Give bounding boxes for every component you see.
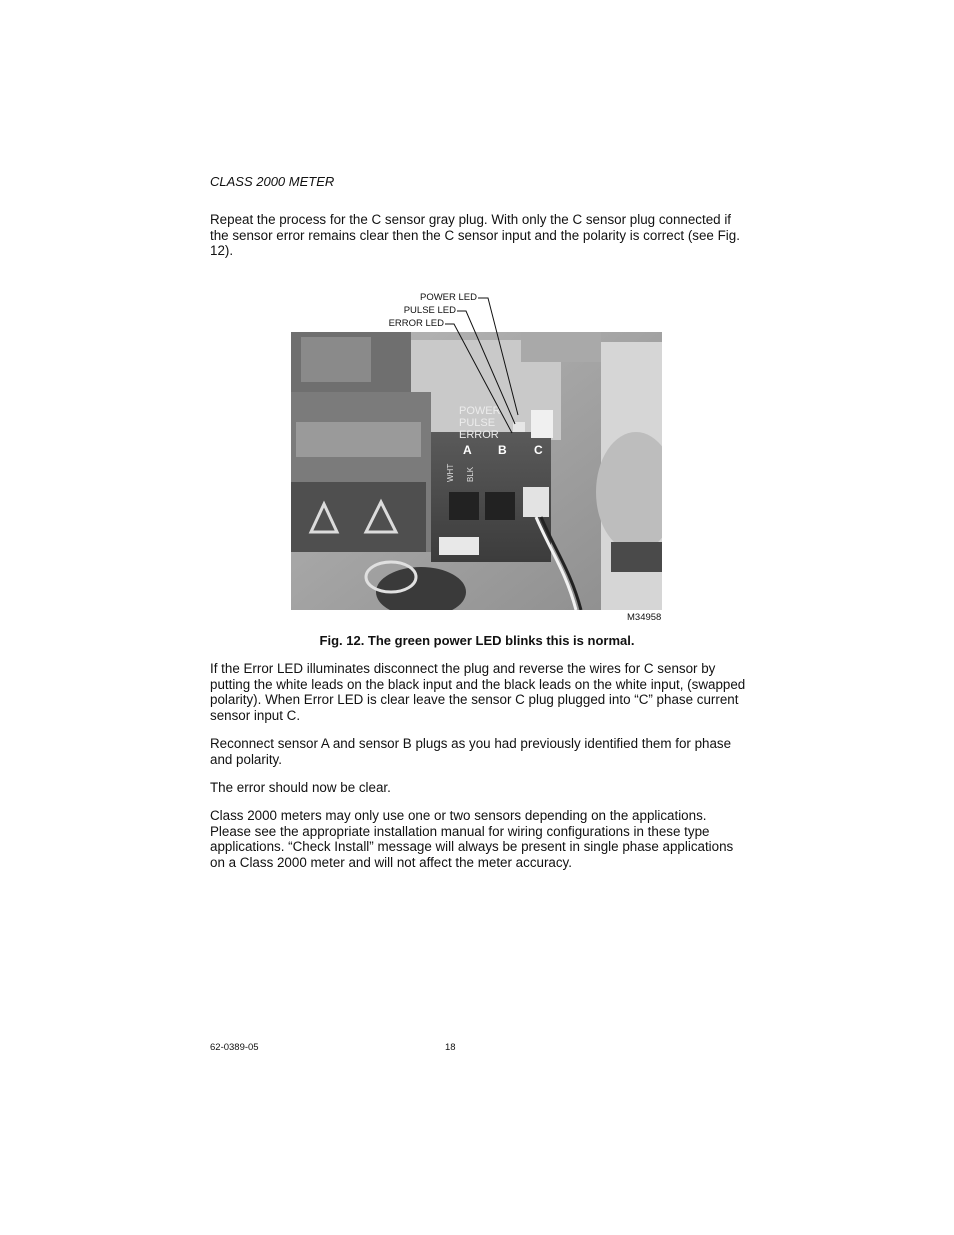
error-led-paragraph: If the Error LED illuminates disconnect the plug and reverse the wires for C sensor by putting the white leads on the black input and the black leads on the white input, (swapped polarity). When Error LED is clear leave the sensor C plug plugged into “C” phase current sensor input C. [210,661,746,723]
callout-error-led: ERROR LED [388,318,444,329]
footer-page-number: 18 [445,1042,456,1053]
clear-paragraph: The error should now be clear. [210,780,391,795]
board-label-error: ERROR [459,429,499,441]
callout-pulse-led: PULSE LED [403,305,456,316]
class2000-paragraph: Class 2000 meters may only use one or two sensors depending on the applications. Please see the appropriate installation manual for wiring configurations in these type applications. “Check Install” message will always be present in single phase applications on a Class 2000 meter and will not affect the meter accuracy. [210,808,734,870]
board-label-pulse: PULSE [459,417,496,429]
board-label-power: POWER [459,405,501,417]
input-label-a: A [463,443,472,457]
input-label-c: C [534,443,543,457]
input-label-b: B [498,443,507,457]
meter-board-photo [291,332,662,610]
intro-paragraph: Repeat the process for the C sensor gray plug. With only the C sensor plug connected if the sensor error remains clear then the C sensor input and the polarity is correct (see Fig. 12). [210,212,740,259]
reconnect-paragraph: Reconnect sensor A and sensor B plugs as you had previously identified them for phase and polarity. [210,736,732,767]
footer-doc-number: 62-0389-05 [210,1042,259,1053]
section-title: CLASS 2000 METER [210,174,335,189]
wire-label-wht: WHT [446,463,455,482]
figure-id: M34958 [627,612,662,623]
callout-power-led: POWER LED [419,292,477,303]
figure-caption: Fig. 12. The green power LED blinks this is normal. [319,633,635,648]
wire-label-blk: BLK [466,466,475,482]
